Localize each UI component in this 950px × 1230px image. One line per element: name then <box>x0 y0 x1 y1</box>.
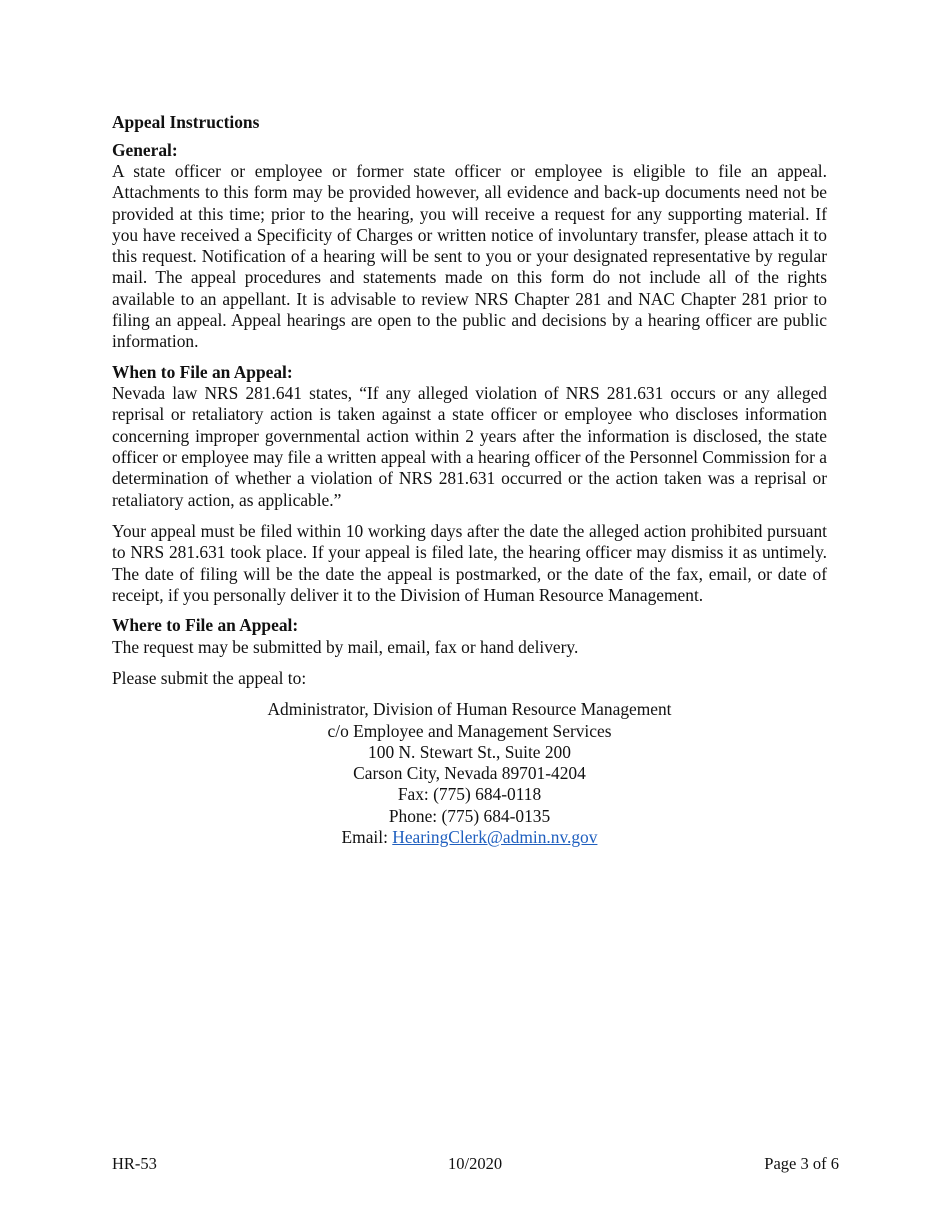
footer-date: 10/2020 <box>448 1154 503 1173</box>
email-link[interactable]: HearingClerk@admin.nv.gov <box>392 827 598 848</box>
address-line-administrator: Administrator, Division of Human Resource Management <box>267 699 672 720</box>
document-page <box>112 112 827 848</box>
address-email-row <box>112 827 827 848</box>
address-phone: Phone: (775) 684-0135 <box>388 805 551 826</box>
address-line-city: Carson City, Nevada 89701-4204 <box>353 763 586 784</box>
section-heading-where: Where to File an Appeal: <box>112 615 299 636</box>
address-fax: Fax: (775) 684-0118 <box>397 784 542 805</box>
when-paragraph-statute: Nevada law NRS 281.641 states, “If any alleged violation of NRS 281.631 occurs or any alleged reprisal or retaliatory action is taken against a state officer or employee who discloses information concerning improper governmental action within 2 years after the information is disclosed, the state officer or employee may file a written appeal with a hearing officer of the Personnel Commission for a determination of whether a violation of NRS 281.631 occurred or the action taken was a reprisal or retaliatory action, as applicable.” <box>112 383 827 510</box>
footer-page-number: Page 3 of 6 <box>764 1154 839 1173</box>
when-paragraph-deadline: Your appeal must be filed within 10 working days after the date the alleged action prohibited pursuant to NRS 281.631 took place. If your appeal is filed late, the hearing officer may dismiss it as untimely. The date of filing will be the date the appeal is postmarked, or the date of the fax, email, or date of receipt, if you personally deliver it to the Division of Human Resource Management. <box>112 520 827 605</box>
address-email-label: Email: <box>341 827 393 848</box>
mailing-address <box>112 699 827 848</box>
where-submit-to-text: Please submit the appeal to: <box>112 667 307 688</box>
section-heading-when: When to File an Appeal: <box>112 361 293 382</box>
general-paragraph: A state officer or employee or former state officer or employee is eligible to file an appeal. Attachments to this form may be provided however, all evidence and back-up documents need not be provided at this time; prior to the hearing, you will receive a request for any supporting material. If you have received a Specificity of Charges or written notice of involuntary transfer, please attach it to this request. Notification of a hearing will be sent to you or your designated representative by regular mail. The appeal procedures and statements made on this form do not include all of the rights available to an appellant. It is advisable to review NRS Chapter 281 and NAC Chapter 281 prior to filing an appeal. Appeal hearings are open to the public and decisions by a hearing officer are public information. <box>112 161 827 352</box>
page-title: Appeal Instructions <box>112 112 260 132</box>
address-line-care-of: c/o Employee and Management Services <box>327 720 612 741</box>
section-heading-general: General: <box>112 139 178 160</box>
footer-form-id: HR-53 <box>112 1154 157 1173</box>
where-methods-text: The request may be submitted by mail, email, fax or hand delivery. <box>112 636 579 657</box>
address-line-street: 100 N. Stewart St., Suite 200 <box>368 741 571 762</box>
